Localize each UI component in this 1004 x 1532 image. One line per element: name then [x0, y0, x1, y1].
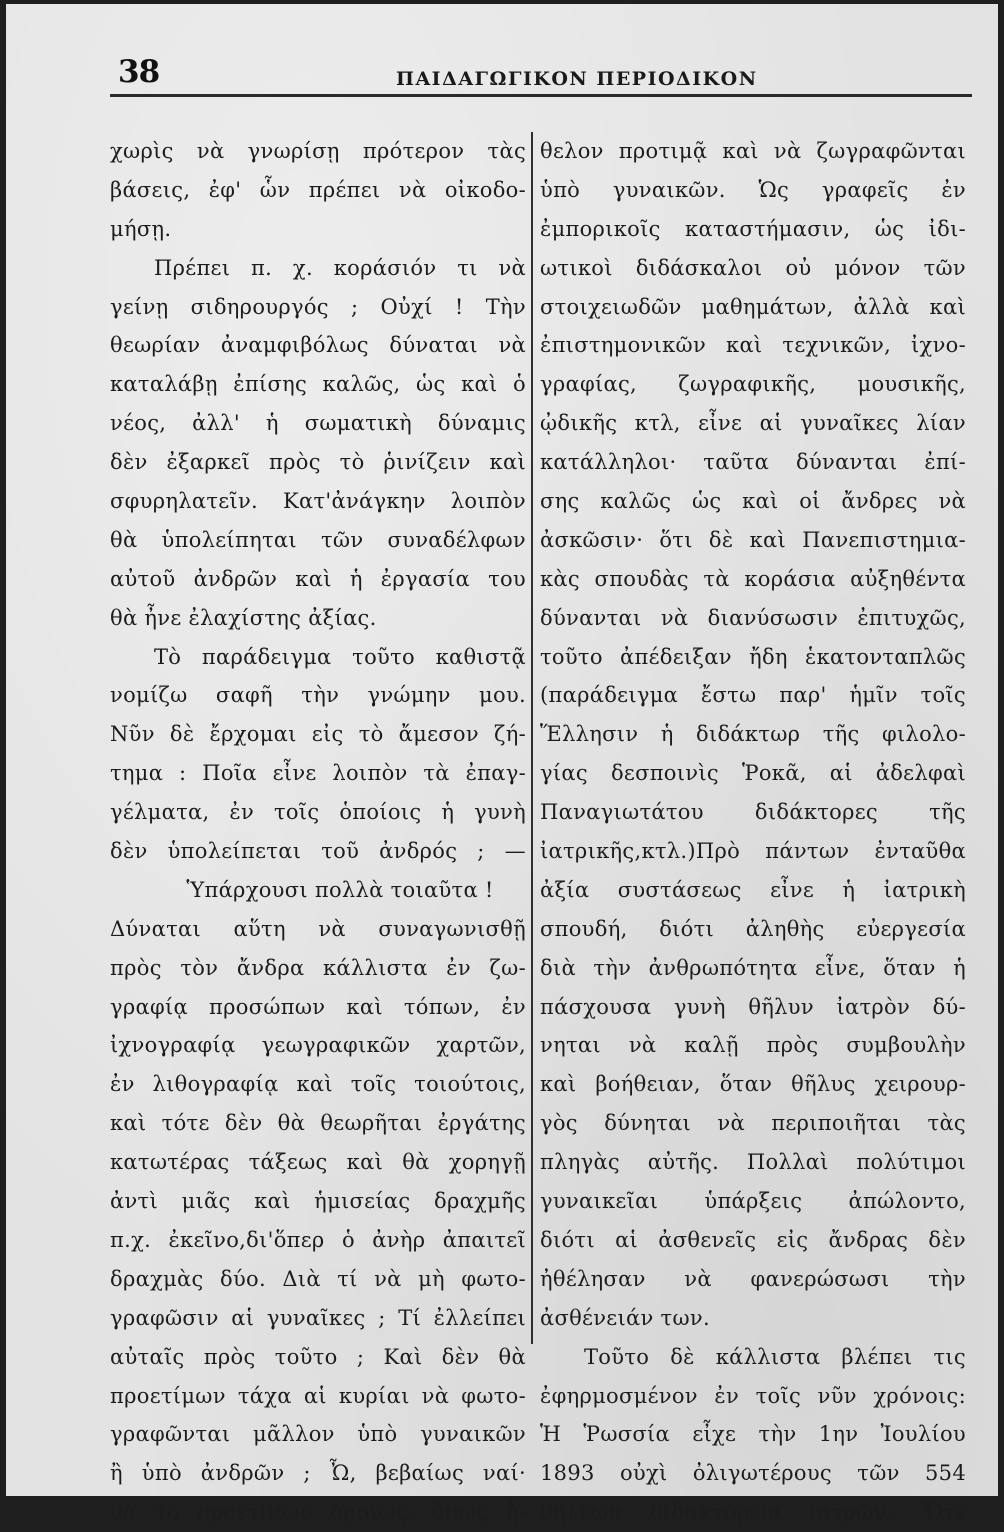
text-line: Ἡ Ῥωσσία εἶχε τὴν 1ην Ἰουλίου [540, 1422, 966, 1447]
text-line: γραφίᾳ προσώπων καὶ τόπων, ἐν [110, 994, 526, 1019]
text-line: (παράδειγμα ἔστω παρ' ἡμῖν τοῖς [540, 683, 966, 708]
text-line: νηται νὰ καλῇ πρὸς συμβουλὴν [540, 1033, 966, 1058]
text-line: ᾠδικῆς κτλ, εἶνε αἱ γυναῖκες λίαν [540, 411, 966, 436]
text-line: ἀσθένειάν των. [540, 1305, 710, 1330]
text-line: χωρὶς νὰ γνωρίσῃ πρότερον τὰς [110, 139, 526, 163]
text-line: σφυρηλατεῖν. Κατ'ἀνάγκην λοιπὸν [110, 489, 526, 514]
text-line: θελον προτιμᾷ καὶ νὰ ζωγραφῶνται [540, 139, 966, 163]
header-rule [110, 94, 972, 97]
text-line: ἐπιστημονικῶν καὶ τεχνικῶν, ἰχνο- [540, 333, 966, 358]
text-line: Δύναται αὕτη νὰ συναγωνισθῇ [110, 916, 526, 941]
text-line: δραχμὰς δύο. Διὰ τί νὰ μὴ φωτο- [110, 1266, 526, 1291]
text-line: σπουδή, διότι ἀληθὴς εὐεργεσία [540, 916, 966, 941]
text-line: καταλάβῃ ἐπίσης καλῶς, ὡς καὶ ὁ [110, 372, 526, 397]
journal-page [6, 4, 998, 1525]
text-line: τοῦτο ἀπέδειξαν ἤδη ἑκατονταπλῶς [540, 644, 966, 669]
text-line: ἀσκῶσιν· ὅτι δὲ καὶ Πανεπιστημια- [540, 527, 966, 552]
text-line: ωτικοὶ διδάσκαλοι οὐ μόνον τῶν [540, 255, 966, 280]
text-line: νομίζω σαφῆ τὴν γνώμην μου. [110, 683, 526, 708]
text-line: προετίμων τάχα αἱ κυρίαι νὰ φωτο- [110, 1383, 526, 1408]
text-line: καὶ βοήθειαν, ὅταν θῆλυς χειρουρ- [540, 1072, 966, 1097]
text-line: Τὸ παράδειγμα τοῦτο καθιστᾷ [154, 644, 526, 669]
text-line: ἀντὶ μιᾶς καὶ ἡμισείας δραχμῆς [110, 1189, 526, 1214]
text-line: θὰ ὑπολείπηται τῶν συναδέλφων [110, 527, 526, 552]
text-line: θεωρίαν ἀναμφιβόλως δύναται νὰ [110, 333, 526, 358]
text-line: γέλματα, ἐν τοῖς ὁποίοις ἡ γυνὴ [110, 800, 526, 825]
text-line: 1893 οὐχὶ ὀλιγωτέρους τῶν 554 [540, 1461, 966, 1486]
text-line: σης καλῶς ὡς καὶ οἱ ἄνδρες νὰ [540, 489, 966, 514]
text-line: ἠθέλησαν νὰ φανερώσωσι τὴν [540, 1266, 966, 1291]
text-line: πληγὰς αὐτῆς. Πολλαὶ πολύτιμοι [540, 1150, 966, 1175]
text-line: τημα : Ποῖα εἶνε λοιπὸν τὰ ἐπαγ- [110, 761, 526, 786]
text-line: κατάλληλοι· ταῦτα δύνανται ἐπί- [540, 450, 966, 475]
text-line: γυναικεῖαι ὑπάρξεις ἀπώλοντο, [540, 1189, 966, 1214]
text-line: ἀξία συστάσεως εἶνε ἡ ἰατρικὴ [540, 877, 966, 902]
text-line: Ὑπάρχουσι πολλὰ τοιαῦτα ! [186, 877, 494, 902]
text-line: στοιχειωδῶν μαθημάτων, ἀλλὰ καὶ [540, 294, 966, 319]
text-line: θὰ ἦνε ἐλαχίστης ἀξίας. [110, 605, 377, 630]
text-line: γραφίας, ζωγραφικῆς, μουσικῆς, [540, 372, 966, 397]
text-line: ἐμπορικοῖς καταστήμασιν, ὡς ἰδι- [540, 216, 966, 241]
text-line: Τοῦτο δὲ κάλλιστα βλέπει τις [584, 1344, 966, 1369]
text-line: διότι αἱ ἀσθενεῖς εἰς ἄνδρας δὲν [540, 1227, 966, 1252]
text-line: θὰ τὸ προετίμων ὁμοίως, ὅπως ἤ- [110, 1500, 526, 1525]
text-line: ἰχνογραφίᾳ γεωγραφικῶν χαρτῶν, [110, 1033, 526, 1058]
text-line: κατωτέρας τάξεως καὶ θὰ χορηγῇ [110, 1150, 526, 1175]
text-line: γραφῶσιν αἱ γυναῖκες ; Τί ἐλλείπει [110, 1305, 526, 1330]
column-rule [531, 132, 533, 1344]
text-line: αὐτοῦ ἀνδρῶν καὶ ἡ ἐργασία του [110, 566, 526, 591]
text-line: Νῦν δὲ ἔρχομαι εἰς τὸ ἄμεσον ζή- [110, 722, 526, 747]
text-line: Παναγιωτάτου διδάκτορες τῆς [540, 800, 966, 825]
text-line: Πρέπει π. χ. κοράσιόν τι νὰ [154, 255, 526, 280]
text-line: Ἕλλησιν ἡ διδάκτωρ τῆς φιλολο- [540, 722, 966, 747]
right-column [540, 132, 966, 1532]
text-line: κὰς σπουδὰς τὰ κοράσια αὐξηθέντα [540, 566, 966, 591]
text-line: π.χ. ἐκεῖνο,δι'ὅπερ ὁ ἀνὴρ ἀπαιτεῖ [110, 1227, 526, 1252]
text-line: μήσῃ. [110, 216, 172, 241]
text-line: ἐφηρμοσμένον ἐν τοῖς νῦν χρόνοις: [540, 1383, 966, 1408]
text-line: πάσχουσα γυνὴ θῆλυν ἰατρὸν δύ- [540, 994, 966, 1019]
text-line: ὑπὸ γυναικῶν. Ὡς γραφεῖς ἐν [540, 177, 966, 202]
text-line: πρὸς τὸν ἄνδρα κάλλιστα ἐν ζω- [110, 955, 526, 980]
text-line: καὶ τότε δὲν θὰ θεωρῆται ἐργάτης [110, 1111, 526, 1136]
text-line: θηλέων διδακτόρων ἰατρῶν. Ὅτε [540, 1500, 966, 1525]
text-line: ἰατρικῆς,κτλ.)Πρὸ πάντων ἐνταῦθα [540, 839, 966, 864]
text-line: δὲν ἐξαρκεῖ πρὸς τὸ ῥινίζειν καὶ [110, 450, 526, 475]
page-number: 38 [118, 54, 160, 90]
text-line: γὸς δύνηται νὰ περιποιῆται τὰς [540, 1111, 966, 1136]
text-line: γείνῃ σιδηρουργός ; Οὐχί ! Τὴν [110, 294, 526, 319]
left-column [110, 132, 526, 1532]
text-line: διὰ τὴν ἀνθρωπότητα εἶνε, ὅταν ἡ [540, 955, 966, 980]
running-head: ΠΑΙΔΑΓΩΓΙΚΟΝ ΠΕΡΙΟΔΙΚΟΝ [396, 68, 758, 90]
text-line: δὲν ὑπολείπεται τοῦ ἀνδρός ; — [110, 839, 526, 864]
text-line: νέος, ἀλλ' ἡ σωματικὴ δύναμις [110, 411, 526, 436]
text-line: αὐταῖς πρὸς τοῦτο ; Καὶ δὲν θὰ [110, 1344, 526, 1369]
text-line: γίας δεσποινὶς Ῥοκᾶ, αἱ ἀδελφαὶ [540, 761, 966, 786]
text-line: ἐν λιθογραφίᾳ καὶ τοῖς τοιούτοις, [110, 1072, 526, 1097]
text-line: γραφῶνται μᾶλλον ὑπὸ γυναικῶν [110, 1422, 526, 1447]
text-line: βάσεις, ἐφ' ὧν πρέπει νὰ οἰκοδο- [110, 177, 526, 202]
text-line: ἢ ὑπὸ ἀνδρῶν ; Ὦ, βεβαίως ναί· [110, 1461, 526, 1486]
text-line: δύνανται νὰ διανύσωσιν ἐπιτυχῶς, [540, 605, 966, 630]
